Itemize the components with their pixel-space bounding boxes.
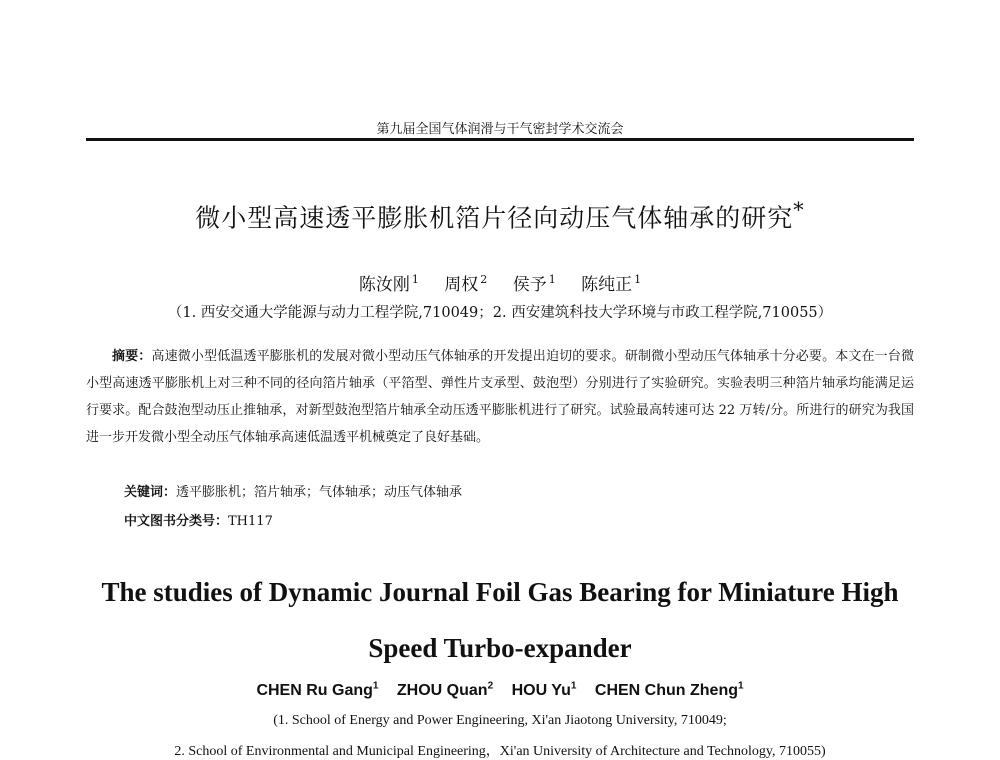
chinese-keywords [124,481,462,500]
title-footnote-mark: * [793,198,805,222]
author-affiliation-mark: 1 [634,273,642,287]
chinese-author [444,275,487,295]
english-author [512,682,577,699]
running-header: 第九届全国气体润滑与干气密封学术交流会 [376,122,624,137]
author-affiliation-mark: 1 [411,273,419,287]
author-affiliation-mark: 1 [737,681,744,692]
chinese-authors [0,270,1000,295]
chinese-author [581,275,641,295]
classification-label: 中文图书分类号： [124,514,229,529]
author-name: CHEN Chun Zheng [594,682,738,700]
english-authors [0,681,1000,700]
chinese-author [359,275,419,295]
author-affiliation-mark: 1 [570,681,577,692]
author-name: 侯予 [512,275,547,295]
english-author [595,682,744,699]
english-author [397,682,493,699]
keywords-text: 透平膨胀机；箔片轴承；气体轴承；动压气体轴承 [176,485,463,500]
author-affiliation-mark: 1 [548,273,556,287]
author-name: 陈纯正 [581,275,633,295]
author-affiliation-mark: 1 [372,681,379,692]
author-name: HOU Yu [511,682,571,700]
author-affiliation-mark: 2 [487,681,494,692]
abstract-text: 高速微小型低温透平膨胀机的发展对微小型动压气体轴承的开发提出迫切的要求。研制微小型动压气体轴承十分必要。本文在一台微小型高速透平膨胀机上对三种不同的径向箔片轴承（平箔型、弹性片支承型、鼓泡型）分别进行了实验研究。实验表明三种箔片轴承均能满足运行要求。配合鼓泡型动压止推轴承，对新型鼓泡型箔片轴承全动压透平膨胀机进行了研究。试验最高转速可达 22 万转/分。所进行的研究为我国进一步开发微小型全动压气体轴承高速低温透平机械奠定了良好基础。 [86,349,914,445]
english-title [0,564,1000,676]
classification-value: TH117 [228,514,273,529]
author-name: ZHOU Quan [396,682,488,700]
english-author [256,682,378,699]
author-name: 陈汝刚 [358,275,410,295]
author-name: 周权 [444,275,479,295]
chinese-affiliation: （1. 西安交通大学能源与动力工程学院,710049；2. 西安建筑科技大学环境与市政工程学院,710055） [167,305,833,321]
author-name: CHEN Ru Gang [256,682,373,700]
english-title-line: The studies of Dynamic Journal Foil Gas Bearing for Miniature High [101,577,899,607]
classification-number [124,510,273,529]
keywords-label: 关键词： [124,485,177,500]
header-rule [86,138,914,141]
english-title-line: Speed Turbo-expander [368,633,632,663]
chinese-author [513,275,556,295]
english-affiliation-line: 2. School of Environmental and Municipal Engineering，Xi'an University of Architecture and Technology, 710055) [174,744,826,759]
english-affiliation-line: (1. School of Energy and Power Engineering, Xi'an Jiaotong University, 710049; [273,713,727,728]
abstract-label: 摘要： [112,349,152,364]
author-affiliation-mark: 2 [480,273,488,287]
chinese-abstract [86,343,914,451]
chinese-title-text: 微小型高速透平膨胀机箔片径向动压气体轴承的研究 [195,203,794,233]
chinese-title [0,198,1000,234]
